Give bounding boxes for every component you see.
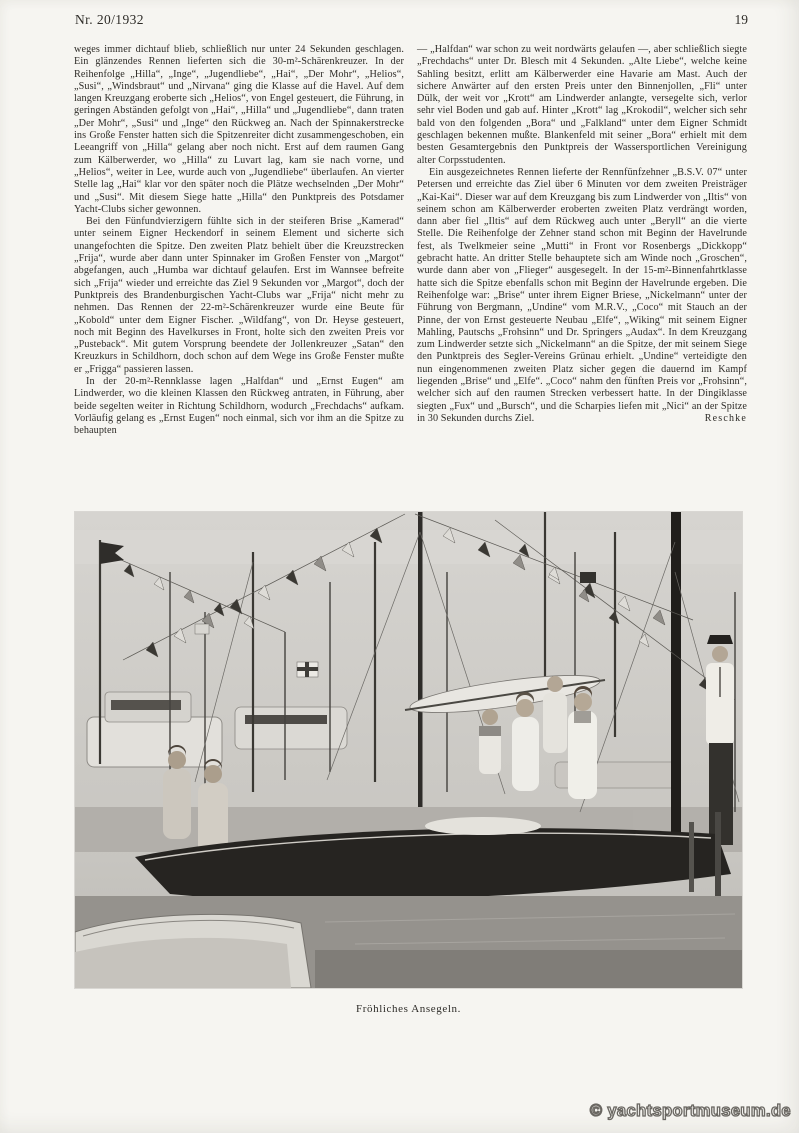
photo-illustration bbox=[75, 512, 742, 988]
paragraph: Ein ausgezeichnetes Rennen lieferte der Rennfünfzehner „B.S.V. 07“ unter Petersen und erreichte das Ziel über 6 Minuten vor dem zweiten Preisträger „Kai-Kai“. Dieser war auf dem Kreuzgang bis zum Lindwerder von „Iltis“ von seinem schon am Kälberwerder eroberten zweiten Platz verdrängt worden, dann aber fiel „Iltis“ auf dem Rückweg auch unter „Beryll“ an die vierte Stelle. Die Reihenfolge der Zehner stand schon mit Beginn der Havelrunde fest, als Twelkmeier seine „Mutti“ in Front vor Rosenbergs „Dickkopp“ gebracht hatte. An dritter Stelle behauptete sich am Winde noch „Groschen“, wurde dann aber von „Flieger“ ausgesegelt. In der 15-m²-Binnenfahrtklasse hatte sich die Spitze ebenfalls schon mit Beginn der Havelrunde ergeben. Die Reihenfolge war: „Brise“ unter ihrem Eigner Briese, „Nickelmann“ unter der Führung von Bergmann, „Undine“ vom M.R.V., „Coco“ mit Stauch an der Pinne, der von Ernst gesteuerte Neubau „Elfe“, „Wiking“ mit seinem Eigner Mahling, Pautschs „Frohsinn“ und Dr. Springers „Audax“. In dem Kreuzgang zum Lindwerder setzte sich „Nickelmann“ an die Spitze, der mit seinem Siege den Punktpreis des Segler-Vereins Grünau erhielt. „Undine“ verteidigte den nun eingenommenen zweiten Platz sicher gegen die dauernd im Kampf liegenden „Brise“ und „Elfe“. „Coco“ nahm den fünften Preis vor „Frohsinn“, welcher sich auf den raumen Strecken verbessert hatte. In der Dingiklasse siegten „Fux“ und „Bursch“, und die Scharpies liefen mit „Nici“ an der Spitze in 30 Sekunden durchs Ziel. bbox=[417, 166, 747, 424]
paragraph: weges immer dichtauf blieb, schließlich nur unter 24 Sekunden geschlagen. Ein glänzendes Rennen lieferten sich die 30-m²-Schärenkreuzer. In der Reihenfolge „Hilla“, „Inge“, „Jugendliebe“, „Hai“, „Der Mohr“, „Helios“, „Susi“, „Windsbraut“ und „Nirvana“ ging die Klasse auf die Havel. Auf dem langen Kreuzgang eroberte sich „Helios“, von Engel gesteuert, die Führung, in geringen Abständen gefolgt von „Hai“, „Hilla“ und „Jugendliebe“, dann traten „Der Mohr“, „Susi“ und „Inge“ den Rückweg an. Nach der Spinnakerstrecke ins Große Fenster hatten sich die Spitzenreiter dicht zusammengeschoben, ein Leeangriff von „Hilla“ gelang aber noch nicht. Erst auf dem raumen Gang zum Kälberwerder, wo „Hilla“ zu Luvart lag, kam sie nach vorne, und „Helios“, weiter in Lee, wurde auch von „Jugendliebe“ überlaufen. An vierter Stelle lag „Hai“ klar vor den später noch die Plätze wechselnden „Der Mohr“ und „Susi“. Mit diesem Siege hatte „Hilla“ den Punktpreis des Potsdamer Yacht-Clubs sicher gewonnen. bbox=[74, 44, 404, 215]
photo-caption: Fröhliches Ansegeln. bbox=[356, 1003, 461, 1015]
watermark: © yachtsportmuseum.de bbox=[589, 1102, 791, 1120]
page-number: 19 bbox=[734, 12, 748, 27]
author-byline: Reschke bbox=[704, 412, 747, 424]
photo-sailboats bbox=[75, 512, 742, 988]
text-column-right bbox=[417, 44, 747, 438]
page-header bbox=[75, 12, 748, 28]
text-column-left bbox=[74, 44, 404, 438]
paragraph: — „Halfdan“ war schon zu weit nordwärts gelaufen —, aber schließlich siegte „Frechdachs“ unter Dr. Blesch mit 4 Sekunden. „Alte Liebe“, welche keine Sahling besitzt, erlitt am Kälberwerder eine Havarie am Mast. Auch der sichere Anwärter auf den ersten Preis unter den Binnenjollen, „Fli“ unter Dülk, der weit vor „Krott“ am Lindwerder anlangte, versegelte sich, verlor sehr viel Boden und gab auf. Hinter „Krott“ lag „Krokodil“, welcher sich sehr bald von den folgenden „Bora“ und „Falkland“ unter dem Eigner Schmidt geschlagen bekennen mußte. Blankenfeld mit seiner „Bora“ erhielt mit dem besten Gesamtergebnis den Punktpreis der Wassersportlichen Vereinigung alter Corpsstudenten. bbox=[417, 44, 747, 166]
article-body bbox=[74, 44, 748, 438]
paragraph: Bei den Fünfundvierzigern fühlte sich in der steiferen Brise „Kamerad“ unter seinem Eigner Heckendorf in seinem Element und sicherte sich unangefochten die Spitze. Den zweiten Platz behielt über die Kreuzstrecken „Frija“, wurde aber dann unter Spinnaker im Großen Fenster von „Margot“ abgefangen, auch „Humba war dichtauf gelaufen. Erst im Wannsee befreite sich „Frija“ wieder und erreichte das Ziel 9 Sekunden vor „Margot“, doch der Punktpreis des Brandenburgischen Yacht-Clubs war „Frija“ nicht mehr zu nehmen. Das Rennen der 22-m²-Schärenkreuzer wurde eine Beute für „Kobold“ unter dem Eigner Fischer. „Wildfang“, von Dr. Heyse gesteuert, noch mit Beginn des Havelkurses in Front, holte sich den zweiten Preis vor „Pusteback“. Mit gutem Vorsprung beendete der Jollenkreuzer „Satan“ den Kreuzkurs in Schildhorn, doch schon auf dem Wege ins Große Fenster mußte er „Frigga“ passieren lassen. bbox=[74, 216, 404, 375]
paragraph: In der 20-m²-Rennklasse lagen „Halfdan“ und „Ernst Eugen“ am Lindwerder, wo die kleinen Klassen den Rückweg antraten, in Führung, aber beide segelten weiter in Richtung Schildhorn, wodurch „Frechdachs“ aufkam. Vorläufig gelang es „Ernst Eugen“ noch einmal, sich vor ihm an die Spitze zu behaupten bbox=[74, 376, 404, 437]
issue-number: Nr. 20/1932 bbox=[75, 12, 144, 27]
photo-figure bbox=[75, 512, 742, 1015]
